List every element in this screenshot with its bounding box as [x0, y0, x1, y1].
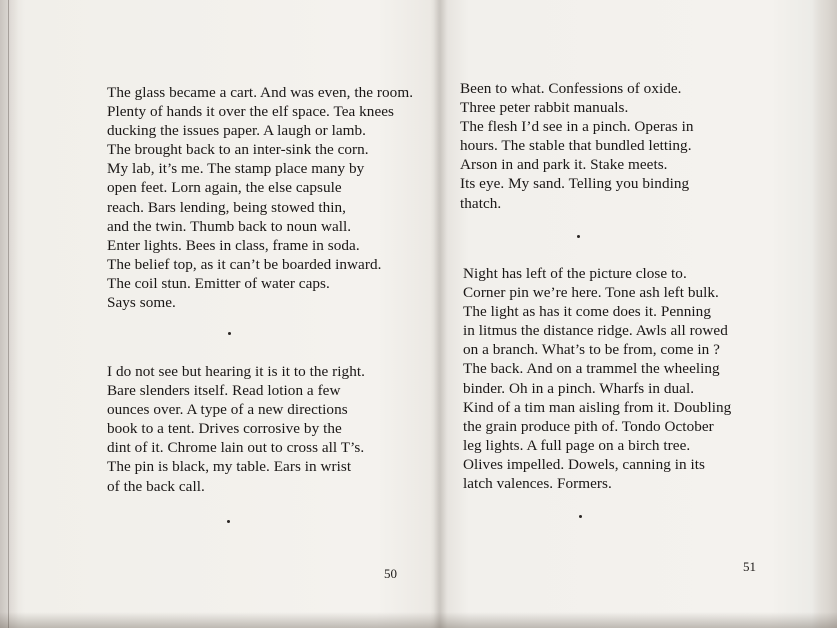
poem-line: The glass became a cart. And was even, the room. — [107, 84, 414, 101]
left-stanza-1 — [107, 83, 413, 312]
page-number: 51 — [743, 559, 756, 574]
poem-line: The coil stun. Emitter of water caps. — [107, 274, 330, 292]
poem-line: leg lights. A full page on a birch tree. — [463, 436, 691, 454]
book-gutter — [430, 0, 448, 628]
poem-line: of the back call. — [107, 477, 205, 495]
section-break-dot — [228, 332, 231, 335]
poem-line: the grain produce pith of. Tondo October — [463, 417, 714, 435]
poem-line: Bare slenders itself. Read lotion a few — [107, 382, 341, 400]
poem-line: binder. Oh in a pinch. Wharfs in dual. — [463, 379, 695, 397]
poem-line: Plenty of hands it over the elf space. Tea knees — [107, 103, 394, 121]
poem-line: Three peter rabbit manuals. — [460, 99, 629, 117]
poem-line: Kind of a tim man aisling from it. Doubling — [463, 398, 732, 416]
bottom-shadow — [0, 612, 837, 628]
poem-line: reach. Bars lending, being stowed thin, — [107, 198, 346, 216]
poem-line: The belief top, as it can’t be boarded inward. — [107, 255, 382, 273]
poem-line: and the twin. Thumb back to noun wall. — [107, 217, 352, 235]
poem-line: Corner pin we’re here. Tone ash left bulk. — [463, 284, 719, 302]
poem-line: in litmus the distance ridge. Awls all rowed — [463, 322, 728, 340]
poem-line: I do not see but hearing it is it to the right. — [107, 363, 365, 380]
poem-line: ducking the issues paper. A laugh or lamb. — [107, 122, 366, 140]
section-break-dot — [227, 520, 230, 523]
poem-line: on a branch. What’s to be from, come in ? — [463, 341, 720, 359]
poem-line: Enter lights. Bees in class, frame in soda. — [107, 236, 360, 254]
poem-line: The flesh I’d see in a pinch. Operas in — [460, 118, 694, 136]
poem-line: Its eye. My sand. Telling you binding — [460, 175, 690, 193]
right-stanza-2 — [463, 264, 731, 493]
poem-line: Arson in and park it. Stake meets. — [460, 156, 668, 174]
poem-line: thatch. — [460, 194, 502, 212]
poem-line: My lab, it’s me. The stamp place many by — [107, 160, 365, 178]
page-number: 50 — [384, 566, 397, 581]
right-page-edges — [812, 0, 837, 628]
section-break-dot — [577, 235, 580, 238]
poem-line: Night has left of the picture close to. — [463, 265, 687, 282]
poem-line: latch valences. Formers. — [463, 475, 612, 493]
left-stanza-2 — [107, 362, 365, 496]
section-break-dot — [579, 515, 582, 518]
poem-line: book to a tent. Drives corrosive by the — [107, 420, 342, 438]
right-stanza-1 — [460, 79, 693, 213]
poem-line: dint of it. Chrome lain out to cross all T’s. — [107, 439, 365, 457]
left-page-edges — [0, 0, 18, 628]
poem-line: ounces over. A type of a new directions — [107, 401, 348, 419]
poem-line: hours. The stable that bundled letting. — [460, 137, 692, 155]
poem-line: The pin is black, my table. Ears in wrist — [107, 458, 352, 476]
poem-line: Says some. — [107, 294, 176, 312]
poem-line: Olives impelled. Dowels, canning in its — [463, 455, 705, 473]
poem-line: The back. And on a trammel the wheeling — [463, 360, 720, 378]
poem-line: Been to what. Confessions of oxide. — [460, 80, 682, 97]
poem-line: The light as has it come does it. Penning — [463, 303, 711, 321]
poem-line: The brought back to an inter-sink the corn. — [107, 141, 369, 159]
poem-line: open feet. Lorn again, the else capsule — [107, 179, 342, 197]
